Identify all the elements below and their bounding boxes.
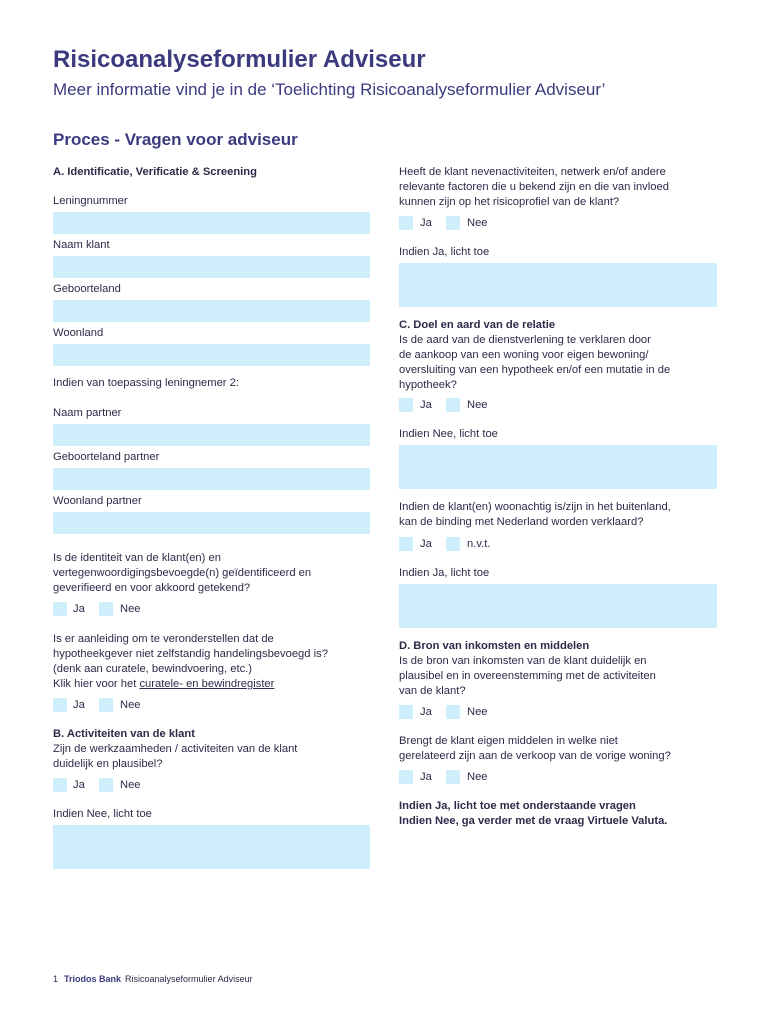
- activiteiten-ja-checkbox[interactable]: [53, 778, 67, 792]
- identiteit-question-line: vertegenwoordigingsbevoegde(n) geïdentificeerd en: [53, 567, 312, 579]
- naam-klant-field[interactable]: [53, 256, 370, 278]
- woonland-field[interactable]: [53, 344, 370, 366]
- section-a-heading: A. Identificatie, Verificatie & Screening: [53, 166, 257, 178]
- buitenland-question-line: Indien de klant(en) woonachtig is/zijn in het buitenland,: [399, 501, 671, 513]
- footer-doc-title: Risicoanalyseformulier Adviseur: [125, 974, 253, 984]
- woonland-label: Woonland: [53, 327, 104, 339]
- bron-ja-checkbox[interactable]: [399, 705, 413, 719]
- brand-name: Triodos Bank: [64, 974, 122, 984]
- neven-ja-checkbox[interactable]: [399, 216, 413, 230]
- neven-nee-label: Nee: [467, 217, 488, 229]
- bron-nee-label: Nee: [467, 706, 488, 718]
- identiteit-nee-checkbox[interactable]: [99, 602, 113, 616]
- leningnemer2-label: Indien van toepassing leningnemer 2:: [53, 377, 239, 389]
- naam-partner-field[interactable]: [53, 424, 370, 446]
- page-subtitle: Meer informatie vind je in de ‘Toelichting Risicoanalyseformulier Adviseur’: [53, 80, 606, 99]
- aanleiding-nee-label: Nee: [120, 699, 141, 711]
- eigen-middelen-ja-checkbox[interactable]: [399, 770, 413, 784]
- buitenland-nvt-checkbox[interactable]: [446, 537, 460, 551]
- geboorteland-partner-field[interactable]: [53, 468, 370, 490]
- doel-nee-checkbox[interactable]: [446, 398, 460, 412]
- neven-nee-checkbox[interactable]: [446, 216, 460, 230]
- section-heading: Proces - Vragen voor adviseur: [53, 130, 298, 149]
- section-d-heading: D. Bron van inkomsten en middelen: [399, 640, 590, 652]
- activiteiten-nee-label: Nee: [120, 779, 141, 791]
- section-b-heading: B. Activiteiten van de klant: [53, 728, 195, 740]
- eigen-middelen-nee-checkbox[interactable]: [446, 770, 460, 784]
- aanleiding-question-line: Is er aanleiding om te veronderstellen dat de: [53, 633, 274, 645]
- activiteiten-ja-label: Ja: [73, 779, 85, 791]
- buitenland-nvt-label: n.v.t.: [467, 538, 491, 550]
- woonland-partner-label: Woonland partner: [53, 495, 142, 507]
- eigen-middelen-question-line: Brengt de klant eigen middelen in welke niet: [399, 735, 618, 747]
- neven-question-line: Heeft de klant nevenactiviteiten, netwerk en/of andere: [399, 166, 666, 178]
- neven-toelichting-field[interactable]: [399, 263, 717, 307]
- identiteit-ja-label: Ja: [73, 603, 85, 615]
- activiteiten-nee-checkbox[interactable]: [99, 778, 113, 792]
- naam-partner-label: Naam partner: [53, 407, 122, 419]
- instruction-note-line: Indien Nee, ga verder met de vraag Virtuele Valuta.: [399, 815, 668, 827]
- leningnummer-field[interactable]: [53, 212, 370, 234]
- bron-ja-label: Ja: [420, 706, 432, 718]
- aanleiding-ja-label: Ja: [73, 699, 85, 711]
- aanleiding-ja-checkbox[interactable]: [53, 698, 67, 712]
- section-c-heading: C. Doel en aard van de relatie: [399, 319, 556, 331]
- buitenland-toelichting-label: Indien Ja, licht toe: [399, 567, 490, 579]
- buitenland-toelichting-field[interactable]: [399, 584, 717, 628]
- aanleiding-question-line: (denk aan curatele, bewindvoering, etc.): [53, 663, 253, 675]
- activiteiten-question-line: Zijn de werkzaamheden / activiteiten van de klant: [53, 743, 298, 755]
- woonland-partner-field[interactable]: [53, 512, 370, 534]
- doel-toelichting-field[interactable]: [399, 445, 717, 489]
- bron-question-line: Is de bron van inkomsten van de klant duidelijk en: [399, 655, 647, 667]
- doel-nee-label: Nee: [467, 399, 488, 411]
- identiteit-nee-label: Nee: [120, 603, 141, 615]
- doel-ja-label: Ja: [420, 399, 432, 411]
- doel-toelichting-label: Indien Nee, licht toe: [399, 428, 498, 440]
- geboorteland-label: Geboorteland: [53, 283, 121, 295]
- bron-question-line: plausibel en in overeenstemming met de activiteiten: [399, 670, 656, 682]
- eigen-middelen-nee-label: Nee: [467, 771, 488, 783]
- activiteiten-toelichting-field[interactable]: [53, 825, 370, 869]
- page-footer: [53, 974, 253, 984]
- identiteit-question-line: Is de identiteit van de klant(en) en: [53, 552, 221, 564]
- neven-ja-label: Ja: [420, 217, 432, 229]
- eigen-middelen-ja-label: Ja: [420, 771, 432, 783]
- neven-toelichting-label: Indien Ja, licht toe: [399, 246, 490, 258]
- activiteiten-toelichting-label: Indien Nee, licht toe: [53, 808, 152, 820]
- page-number: 1: [53, 974, 59, 984]
- doel-question-line: hypotheek?: [399, 379, 457, 391]
- bron-question-line: van de klant?: [399, 685, 466, 697]
- buitenland-ja-checkbox[interactable]: [399, 537, 413, 551]
- neven-question-line: kunnen zijn op het risicoprofiel van de klant?: [399, 196, 620, 208]
- register-prefix: Klik hier voor het: [53, 678, 140, 690]
- identiteit-question-line: geverifieerd en voor akkoord getekend?: [53, 582, 251, 594]
- identiteit-ja-checkbox[interactable]: [53, 602, 67, 616]
- doel-question-line: Is de aard van de dienstverlening te verklaren door: [399, 334, 651, 346]
- geboorteland-field[interactable]: [53, 300, 370, 322]
- instruction-note-line: Indien Ja, licht toe met onderstaande vragen: [399, 800, 636, 812]
- doel-question-line: de aankoop van een woning voor eigen bewoning/: [399, 349, 649, 361]
- aanleiding-question-line: hypotheekgever niet zelfstandig handelingsbevoegd is?: [53, 648, 328, 660]
- buitenland-ja-label: Ja: [420, 538, 432, 550]
- page-title: Risicoanalyseformulier Adviseur: [53, 46, 426, 73]
- eigen-middelen-question-line: gerelateerd zijn aan de verkoop van de vorige woning?: [399, 750, 671, 762]
- geboorteland-partner-label: Geboorteland partner: [53, 451, 160, 463]
- curatele-register-link[interactable]: curatele- en bewindregister: [139, 678, 275, 690]
- register-line: [53, 677, 274, 692]
- buitenland-question-line: kan de binding met Nederland worden verklaard?: [399, 516, 644, 528]
- activiteiten-question-line: duidelijk en plausibel?: [53, 758, 163, 770]
- neven-question-line: relevante factoren die u bekend zijn en die van invloed: [399, 181, 669, 193]
- bron-nee-checkbox[interactable]: [446, 705, 460, 719]
- leningnummer-label: Leningnummer: [53, 195, 128, 207]
- doel-question-line: oversluiting van een hypotheek en/of een mutatie in de: [399, 364, 671, 376]
- aanleiding-nee-checkbox[interactable]: [99, 698, 113, 712]
- naam-klant-label: Naam klant: [53, 239, 110, 251]
- doel-ja-checkbox[interactable]: [399, 398, 413, 412]
